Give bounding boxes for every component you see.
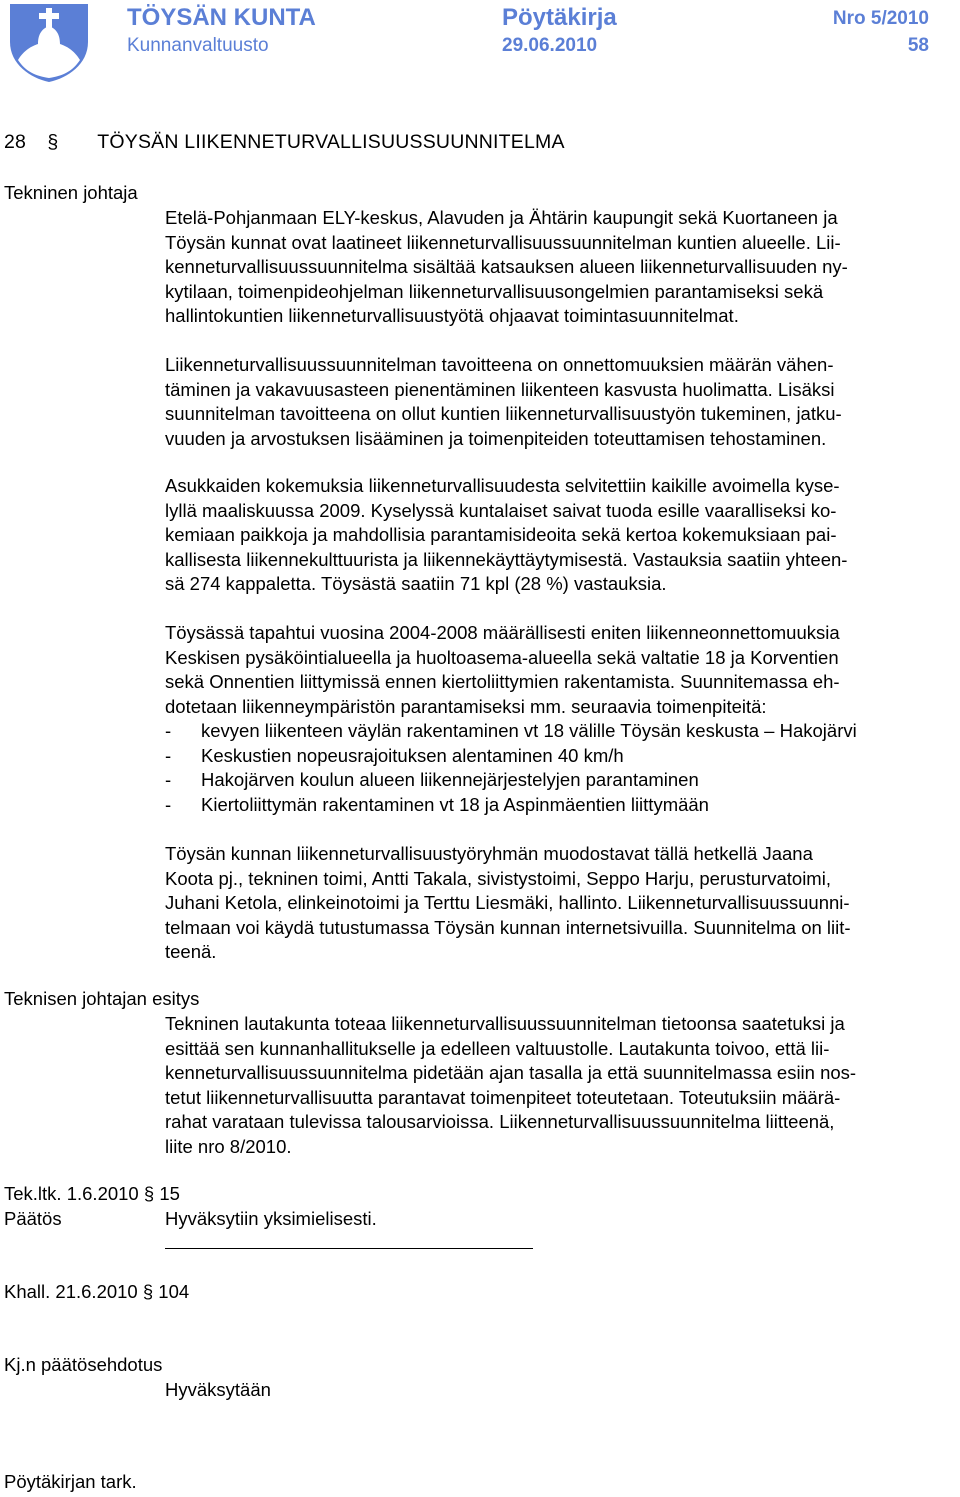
paragraph-line: vuuden ja arvostuksen lisääminen ja toimenpiteiden toteuttamisen tehostaminen. bbox=[165, 427, 827, 449]
paragraph-line: lyllä maaliskuussa 2009. Kyselyssä kuntalaiset saivat tuoda esille vaaralliseksi ko- bbox=[165, 499, 837, 521]
paragraph-line: kytilaan, toimenpideohjelman liikenneturvallisuusongelmien parantamiseksi sekä bbox=[165, 280, 824, 302]
tekltk-symbol: § bbox=[143, 1183, 155, 1204]
measure-item: - Keskustien nopeusrajoituksen alentaminen 40 km/h bbox=[165, 744, 624, 766]
kjn-label: Kj.n päätösehdotus bbox=[4, 1354, 163, 1375]
header-page: 58 bbox=[907, 35, 929, 56]
header-number: Nro 5/2010 bbox=[832, 8, 929, 29]
tekltk-ref: Tek.ltk. 1.6.2010 bbox=[4, 1183, 139, 1204]
paragraph-line: kemiaan paikkoja ja mahdollisia parantamisideoita sekä kertoa kokemuksiaan pai- bbox=[165, 524, 837, 545]
footer-label: Pöytäkirjan tark. bbox=[4, 1471, 137, 1492]
paragraph-line: telmaan voi käydä tutustumassa Töysän kunnan internetsivuilla. Suunnitelma on liit- bbox=[165, 916, 851, 938]
paragraph-line: täminen ja vakavuusasteen pienentäminen liikenteen kasvusta huolimatta. Lisäksi bbox=[165, 378, 835, 400]
paragraph-line: teenä. bbox=[165, 941, 217, 962]
khall-num: 104 bbox=[158, 1281, 190, 1302]
header-doc-type: Pöytäkirja bbox=[502, 4, 617, 31]
khall-ref: Khall. 21.6.2010 bbox=[4, 1281, 138, 1302]
paragraph-4 bbox=[165, 621, 955, 817]
tekninen-johtaja-label: Tekninen johtaja bbox=[4, 182, 138, 203]
paragraph-1 bbox=[165, 206, 955, 329]
paragraph-line: dotetaan liikenneympäristön parantamiseksi mm. seuraavia toimenpiteitä: bbox=[165, 695, 767, 717]
paragraph-line: rahat varataan tulevissa talousarvioissa. Liikenneturvallisuussuunnitelma liitteenä, bbox=[165, 1111, 835, 1132]
paragraph-line: kenneturvallisuussuunnitelma sisältää katsauksen alueen liikenneturvallisuuden ny- bbox=[165, 256, 848, 277]
paragraph-2 bbox=[165, 353, 955, 451]
paragraph-line: suunnitelman tavoitteena on ollut kuntien liikenneturvallisuustyön tukeminen, jatku- bbox=[165, 403, 842, 424]
paragraph-line: tetut liikenneturvallisuutta parantavat toimenpiteet toteutetaan. Toteutuksiin määrä- bbox=[165, 1086, 841, 1108]
esitys-paragraph bbox=[165, 1012, 955, 1159]
section-heading: TÖYSÄN LIIKENNETURVALLISUUSSUUNNITELMA bbox=[97, 131, 565, 153]
measure-item: - Hakojärven koulun alueen liikennejärjestelyjen parantaminen bbox=[165, 769, 699, 790]
paragraph-line: Töysän kunnan liikenneturvallisuustyöryhmän muodostavat tällä hetkellä Jaana bbox=[165, 843, 813, 864]
paragraph-line: hallintokuntien liikenneturvallisuustyötä ohjaavat toimintasuunnitelmat. bbox=[165, 305, 739, 326]
khall-symbol: § bbox=[142, 1281, 154, 1302]
paragraph-line: liite nro 8/2010. bbox=[165, 1135, 292, 1157]
paragraph-3 bbox=[165, 474, 955, 597]
paatos-text: Hyväksytiin yksimielisesti. bbox=[165, 1208, 377, 1229]
paragraph-line: Asukkaiden kokemuksia liikenneturvallisuudesta selvitettiin kaikille avoimella kyse- bbox=[165, 475, 840, 496]
header-date: 29.06.2010 bbox=[502, 35, 598, 56]
header-body: Kunnanvaltuusto bbox=[127, 35, 269, 56]
tekltk-num: 15 bbox=[159, 1183, 180, 1204]
khall-reference bbox=[4, 1280, 189, 1305]
paatos-label: Päätös bbox=[4, 1208, 62, 1229]
measure-item: - Kiertoliittymän rakentaminen vt 18 ja Aspinmäentien liittymään bbox=[165, 793, 709, 815]
kjn-text: Hyväksytään bbox=[165, 1379, 271, 1400]
header-org: TÖYSÄN KUNTA bbox=[127, 4, 316, 31]
section-title bbox=[4, 131, 565, 154]
paragraph-line: Töysässä tapahtui vuosina 2004-2008 määrällisesti eniten liikenneonnettomuuksia bbox=[165, 622, 840, 643]
tekltk-reference bbox=[4, 1182, 180, 1207]
paragraph-line: Töysän kunnat ovat laatineet liikenneturvallisuussuunnitelman kuntien alueelle. Lii- bbox=[165, 231, 841, 253]
paragraph-line: Koota pj., tekninen toimi, Antti Takala, sivistystoimi, Seppo Harju, perusturvatoimi, bbox=[165, 867, 831, 889]
paragraph-line: sekä Onnentien liittymissä ennen kiertoliittymien rakentamista. Suunnitemassa eh- bbox=[165, 671, 840, 692]
paragraph-line: kallisesta liikennekulttuurista ja liikennekäyttäytymisestä. Vastauksia saatiin yhteen- bbox=[165, 548, 848, 570]
signature-divider bbox=[165, 1248, 533, 1249]
section-number: 28 bbox=[4, 131, 27, 153]
paragraph-line: Liikenneturvallisuussuunnitelman tavoitteena on onnettomuuksien määrän vähen- bbox=[165, 354, 834, 375]
municipal-crest-icon bbox=[6, 2, 92, 84]
esitys-label: Teknisen johtajan esitys bbox=[4, 988, 200, 1009]
paragraph-line: esittää sen kunnanhallitukselle ja edelleen valtuustolle. Lautakunta toivoo, että lii- bbox=[165, 1037, 830, 1059]
paragraph-5 bbox=[165, 842, 955, 965]
paragraph-line: Etelä-Pohjanmaan ELY-keskus, Alavuden ja Ähtärin kaupungit sekä Kuortaneen ja bbox=[165, 207, 838, 228]
paragraph-line: sä 274 kappaletta. Töysästä saatiin 71 kpl (28 %) vastauksia. bbox=[165, 573, 667, 594]
paragraph-line: Juhani Ketola, elinkeinotoimi ja Terttu Liesmäki, hallinto. Liikenneturvallisuussuunni- bbox=[165, 892, 850, 913]
paragraph-line: Keskisen pysäköintialueella ja huoltoasema-alueella sekä valtatie 18 ja Korventien bbox=[165, 646, 839, 668]
paragraph-line: kenneturvallisuussuunnitelma pidetään ajan tasalla ja että suunnitelmassa esiin nos- bbox=[165, 1062, 857, 1083]
paragraph-line: Tekninen lautakunta toteaa liikenneturvallisuussuunnitelman tietoonsa saatetuksi ja bbox=[165, 1013, 845, 1034]
section-symbol: § bbox=[47, 131, 59, 153]
measure-item: - kevyen liikenteen väylän rakentaminen vt 18 välille Töysän keskusta – Hakojärvi bbox=[165, 720, 857, 741]
